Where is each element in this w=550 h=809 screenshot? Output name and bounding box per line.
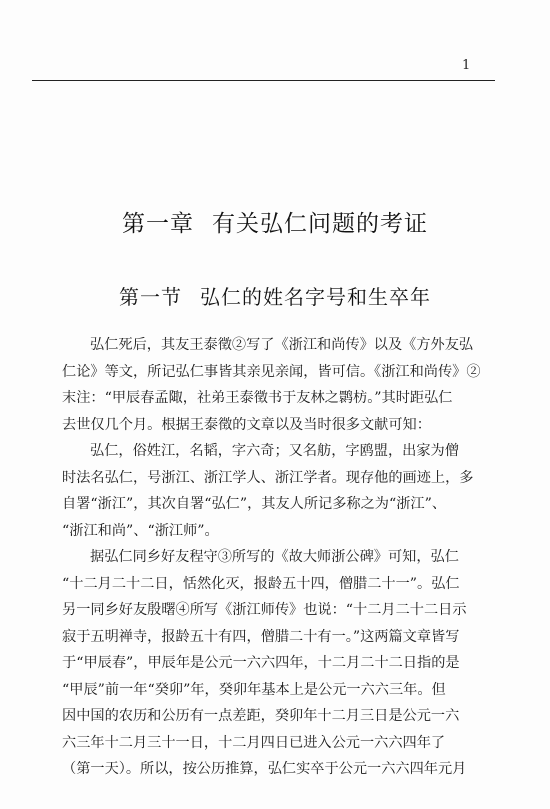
text-line: （第一天）。所以，按公历推算，弘仁实卒于公元一六六四年元月 — [62, 761, 467, 777]
text-line: “甲辰”前一年“癸卯”年，癸卯年基本上是公元一六六三年。但 — [62, 681, 446, 698]
text-line: 于“甲辰春”，甲辰年是公元一六六四年，十二月二十二日指的是 — [62, 655, 460, 671]
text-line: 因中国的农历和公历有一点差距，癸卯年十二月三日是公元一六 — [62, 708, 460, 724]
text-line: “十二月二十二日，恬然化灭，报龄五十四，僧腊二十一”。弘仁 — [62, 575, 460, 592]
chapter-title-text: 有关弘仁问题的考证 — [212, 211, 428, 237]
section-title-text: 弘仁的姓名字号和生卒年 — [200, 285, 431, 309]
text-line: 时法名弘仁，号浙江、浙江学人、浙江学者。现存他的画迹上，多 — [62, 469, 474, 486]
chapter-title — [0, 205, 550, 238]
text-line: 弘仁死后，其友王泰徵②写了《浙江和尚传》以及《方外友弘 — [90, 337, 474, 353]
section-title — [0, 281, 550, 310]
body-text — [62, 332, 502, 783]
text-line: 寂于五明禅寺，报龄五十有四，僧腊二十有一。”这两篇文章皆写 — [62, 628, 460, 645]
text-line: 自署“浙江”，其次自署“弘仁”，其友人所记多称之为“浙江”、 — [62, 496, 447, 512]
text-line: 弘仁，俗姓江，名韬，字六奇；又名舫，字鸥盟，出家为僧 — [90, 443, 459, 459]
text-line: 据弘仁同乡好友程守③所写的《故大师浙公碑》可知，弘仁 — [90, 549, 459, 565]
text-line: 仁论》等文，所记弘仁事皆其亲见亲闻，皆可信。《浙江和尚传》② — [62, 363, 481, 380]
header-rule — [32, 80, 495, 81]
text-line: 末注：“甲辰春孟陬，社弟王泰徵书于友林之鹮枋。”其时距弘仁 — [62, 390, 453, 406]
text-line: 去世仅几个月。根据王泰徵的文章以及当时很多文献可知： — [62, 416, 431, 433]
text-line: 六三年十二月三十一日，十二月四日已进入公元一六六四年了 — [62, 734, 446, 751]
section-number: 第一节 — [119, 285, 182, 309]
text-line: 另一同乡好友殷曙④所写《浙江师传》也说：“十二月二十二日示 — [62, 602, 467, 618]
page-number: 1 — [462, 58, 471, 73]
text-line: “浙江和尚”、“浙江师”。 — [62, 522, 219, 539]
chapter-number: 第一章 — [122, 211, 194, 237]
